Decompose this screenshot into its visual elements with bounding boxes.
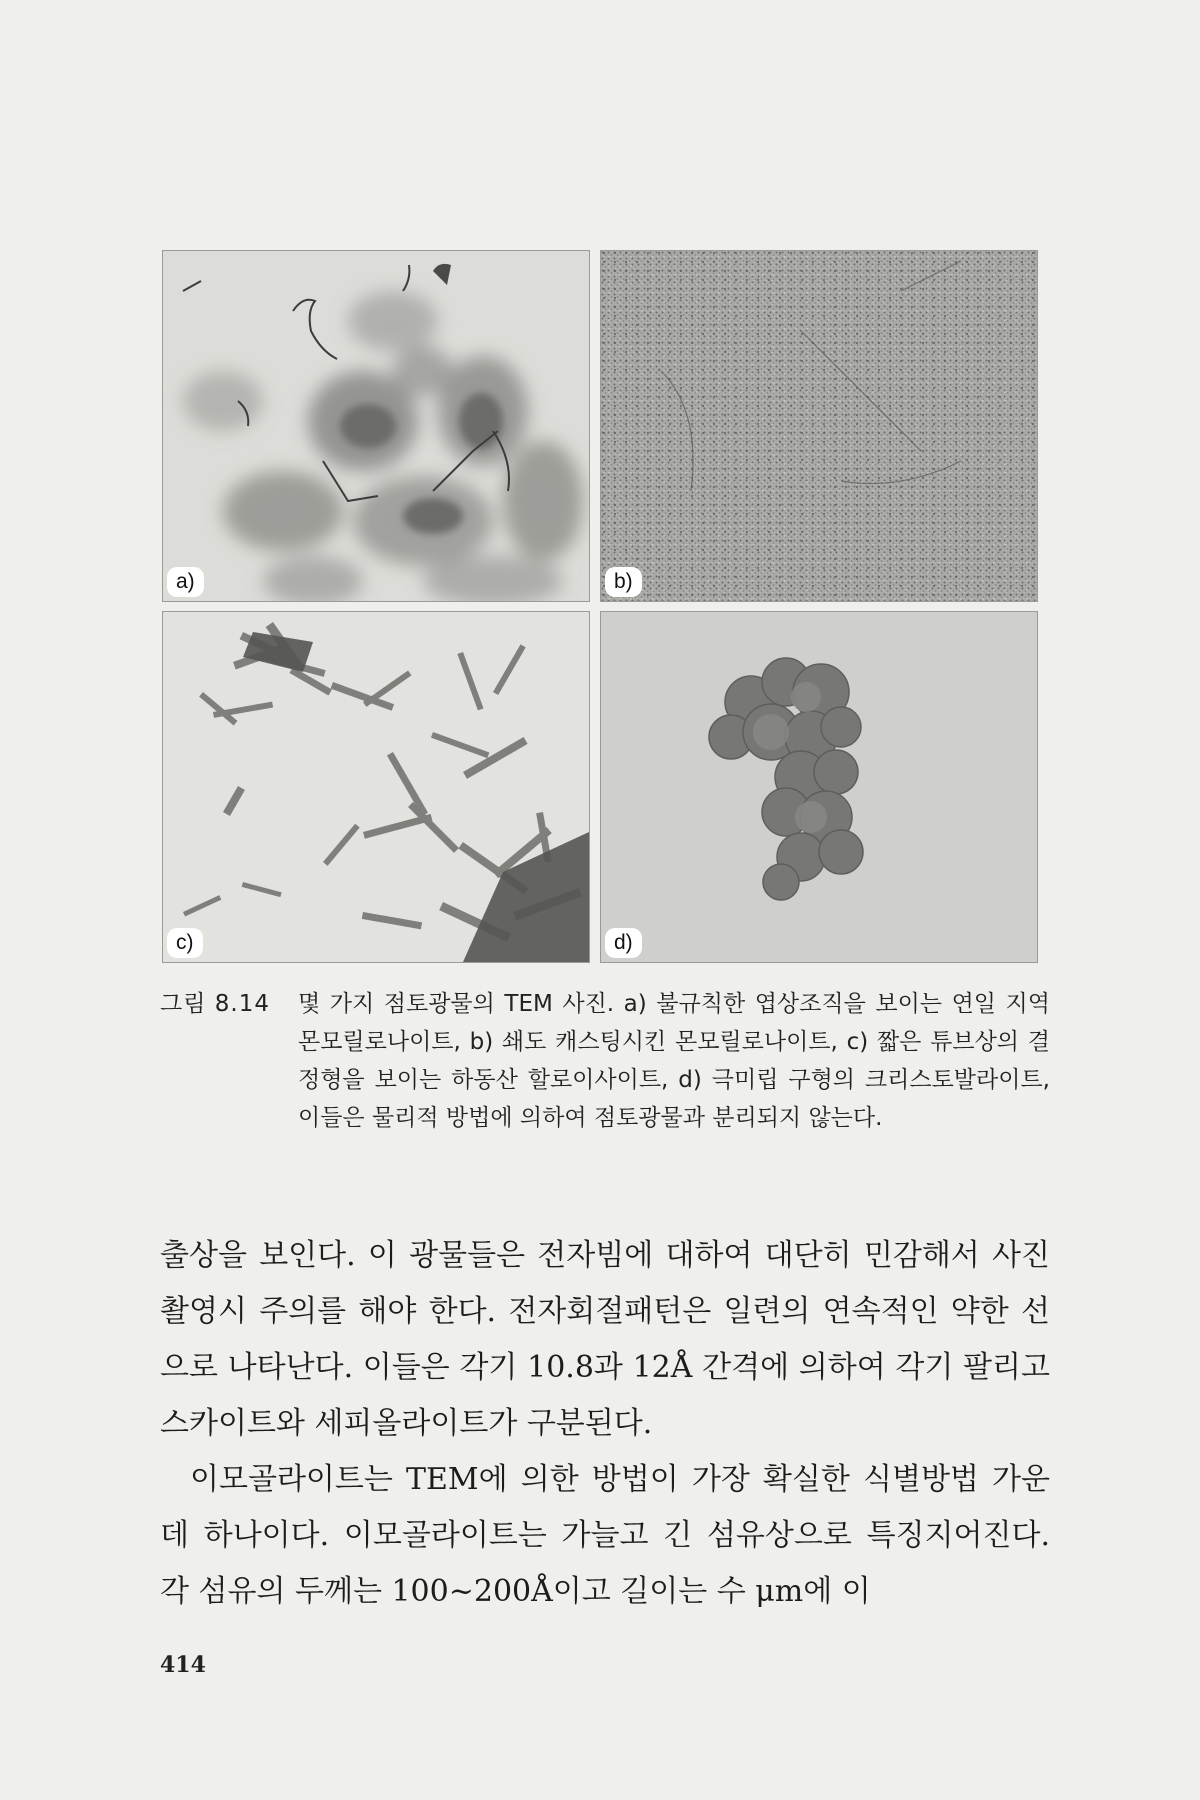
tem-panel-c	[162, 611, 590, 963]
tem-figure-grid	[162, 250, 1037, 961]
tem-panel-a	[162, 250, 590, 602]
tem-panel-b	[600, 250, 1038, 602]
body-text	[160, 1228, 1050, 1620]
body-paragraph-1: 출상을 보인다. 이 광물들은 전자빔에 대하여 대단히 민감해서 사진촬영시 주의를 해야 한다. 전자회절패턴은 일련의 연속적인 약한 선으로 나타난다. 이들은 각기 10.8과 12Å 간격에 의하여 각기 팔리고스카이트와 세피올라이트가 구분된다.	[160, 1238, 1050, 1441]
page-number: 414	[160, 1652, 206, 1678]
tem-image-b	[601, 251, 1037, 601]
panel-label-b: b)	[605, 567, 642, 597]
tem-image-c	[163, 612, 589, 962]
figure-caption-text: 몇 가지 점토광물의 TEM 사진. a) 불규칙한 엽상조직을 보이는 연일 지역 몬모릴로나이트, b) 쇄도 캐스팅시킨 몬모릴로나이트, c) 짧은 튜브상의 결정형을 보이는 하동산 할로이사이트, d) 극미립 구형의 크리스토발라이트, 이들은 물리적 방법에 의하여 점토광물과 분리되지 않는다.	[298, 991, 1050, 1131]
body-paragraph-2: 이모골라이트는 TEM에 의한 방법이 가장 확실한 식별방법 가운데 하나이다. 이모골라이트는 가늘고 긴 섬유상으로 특징지어진다. 각 섬유의 두께는 100~200Å이고 길이는 수 μm에 이	[160, 1462, 1050, 1609]
tem-panel-d	[600, 611, 1038, 963]
tem-image-d	[601, 612, 1037, 962]
panel-label-a: a)	[167, 567, 204, 597]
panel-label-c: c)	[167, 928, 203, 958]
figure-caption-label: 그림 8.14	[160, 991, 270, 1017]
panel-label-d: d)	[605, 928, 642, 958]
tem-image-a	[163, 251, 589, 601]
figure-caption	[160, 985, 1050, 1137]
